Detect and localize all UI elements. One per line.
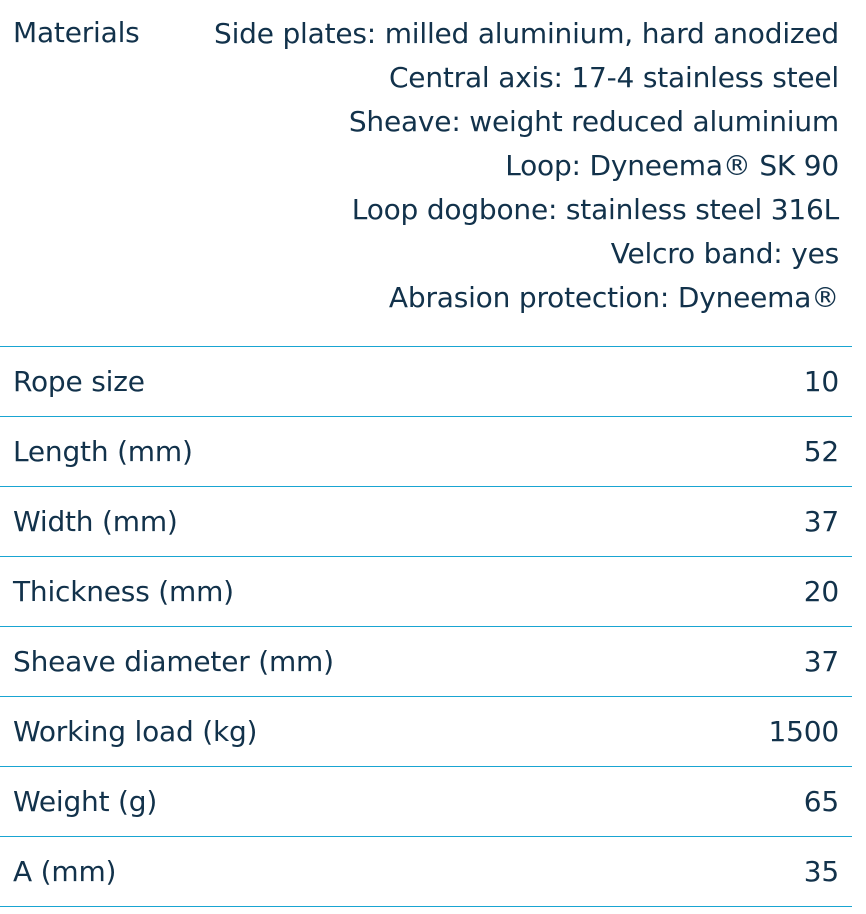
spec-row-length — [0, 417, 852, 487]
material-line: Central axis: 17-4 stainless steel — [388, 61, 839, 94]
spec-row-thickness — [0, 557, 852, 627]
spec-row-sheave-diameter — [0, 627, 852, 697]
spec-label: A (mm) — [0, 837, 193, 907]
spec-value: 35 — [193, 837, 852, 907]
material-line: Loop: Dyneema® SK 90 — [505, 149, 839, 182]
spec-label: Materials — [13, 16, 140, 49]
spec-value: 65 — [193, 767, 852, 837]
materials-list — [193, 0, 852, 347]
spec-row-width — [0, 487, 852, 557]
spec-value: 52 — [193, 417, 852, 487]
spec-label: Weight (g) — [0, 767, 193, 837]
spec-label: Working load (kg) — [0, 697, 193, 767]
spec-row-weight — [0, 767, 852, 837]
material-line: Loop dogbone: stainless steel 316L — [351, 193, 839, 226]
spec-value: 37 — [193, 627, 852, 697]
spec-label: Sheave diameter (mm) — [0, 627, 193, 697]
spec-row-a — [0, 837, 852, 907]
spec-value: 20 — [193, 557, 852, 627]
material-line: Sheave: weight reduced aluminium — [348, 105, 839, 138]
spec-label: Thickness (mm) — [0, 557, 193, 627]
spec-label: Rope size — [0, 347, 193, 417]
spec-value: 37 — [193, 487, 852, 557]
material-line: Abrasion protection: Dyneema® — [388, 281, 839, 314]
spec-label: Length (mm) — [0, 417, 193, 487]
spec-row-materials — [0, 0, 852, 347]
spec-value: 1500 — [193, 697, 852, 767]
material-line: Side plates: milled aluminium, hard anodized — [214, 17, 839, 50]
spec-label: Width (mm) — [0, 487, 193, 557]
material-line: Velcro band: yes — [610, 237, 839, 270]
spec-row-rope-size — [0, 347, 852, 417]
spec-value: 10 — [193, 347, 852, 417]
spec-row-working-load — [0, 697, 852, 767]
